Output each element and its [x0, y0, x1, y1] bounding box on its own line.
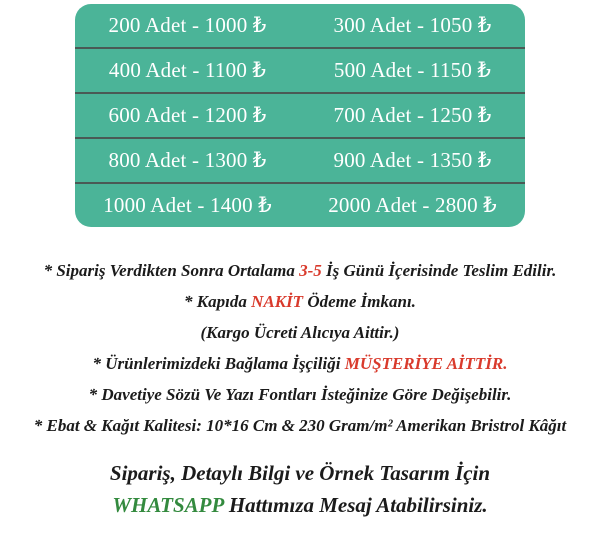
- price-cell: 600 Adet - 1200 ₺: [108, 103, 267, 127]
- highlight-cash: NAKİT: [251, 292, 304, 311]
- price-table: [75, 4, 525, 227]
- price-row: [75, 47, 525, 92]
- price-cell: 2000 Adet - 2800 ₺: [328, 193, 497, 217]
- price-cell: 700 Adet - 1250 ₺: [333, 103, 492, 127]
- price-row: [75, 182, 525, 227]
- highlight-delivery-days: 3-5: [299, 261, 322, 280]
- note-text: İş Günü İçerisinde Teslim Edilir.: [321, 261, 557, 280]
- note-paper-quality: [0, 410, 600, 441]
- price-cell: 400 Adet - 1100 ₺: [108, 58, 267, 82]
- highlight-whatsapp: WHATSAPP: [112, 493, 224, 517]
- price-row: [75, 92, 525, 137]
- footer-section: [0, 457, 600, 521]
- note-text: * Ebat & Kağıt Kalitesi: 10*16 Cm & 230 Gram/m² Amerikan Bristrol Kâğıt: [33, 416, 567, 435]
- price-cell: 200 Adet - 1000 ₺: [108, 13, 267, 37]
- price-row: [75, 4, 525, 47]
- product-info-flyer: [0, 4, 600, 535]
- note-cash-payment: [0, 286, 600, 317]
- price-cell: 800 Adet - 1300 ₺: [108, 148, 267, 172]
- price-cell: 900 Adet - 1350 ₺: [333, 148, 492, 172]
- note-text: Ödeme İmkanı.: [303, 292, 416, 311]
- note-text: * Sipariş Verdikten Sonra Ortalama: [43, 261, 300, 280]
- highlight-customer-responsibility: MÜŞTERİYE AİTTİR.: [344, 354, 508, 373]
- note-text: * Ürünlerimizdeki Bağlama İşçiliği: [92, 354, 345, 373]
- price-cell: 1000 Adet - 1400 ₺: [103, 193, 272, 217]
- note-delivery-time: [0, 255, 600, 286]
- footer-cta-line: Sipariş, Detaylı Bilgi ve Örnek Tasarım İçin: [109, 461, 491, 485]
- note-text: * Kapıda: [184, 292, 252, 311]
- notes-section: [0, 255, 600, 441]
- note-binding-labor: [0, 348, 600, 379]
- price-cell: 500 Adet - 1150 ₺: [333, 58, 492, 82]
- note-text: * Davetiye Sözü Ve Yazı Fontları İsteğinize Göre Değişebilir.: [88, 385, 512, 404]
- note-shipping-fee: [0, 317, 600, 348]
- note-customizable-fonts: [0, 379, 600, 410]
- footer-whatsapp-line: [0, 489, 600, 521]
- footer-text: Hattımıza Mesaj Atabilirsiniz.: [223, 493, 488, 517]
- note-text: (Kargo Ücreti Alıcıya Aittir.): [200, 323, 400, 342]
- price-cell: 300 Adet - 1050 ₺: [333, 13, 492, 37]
- price-row: [75, 137, 525, 182]
